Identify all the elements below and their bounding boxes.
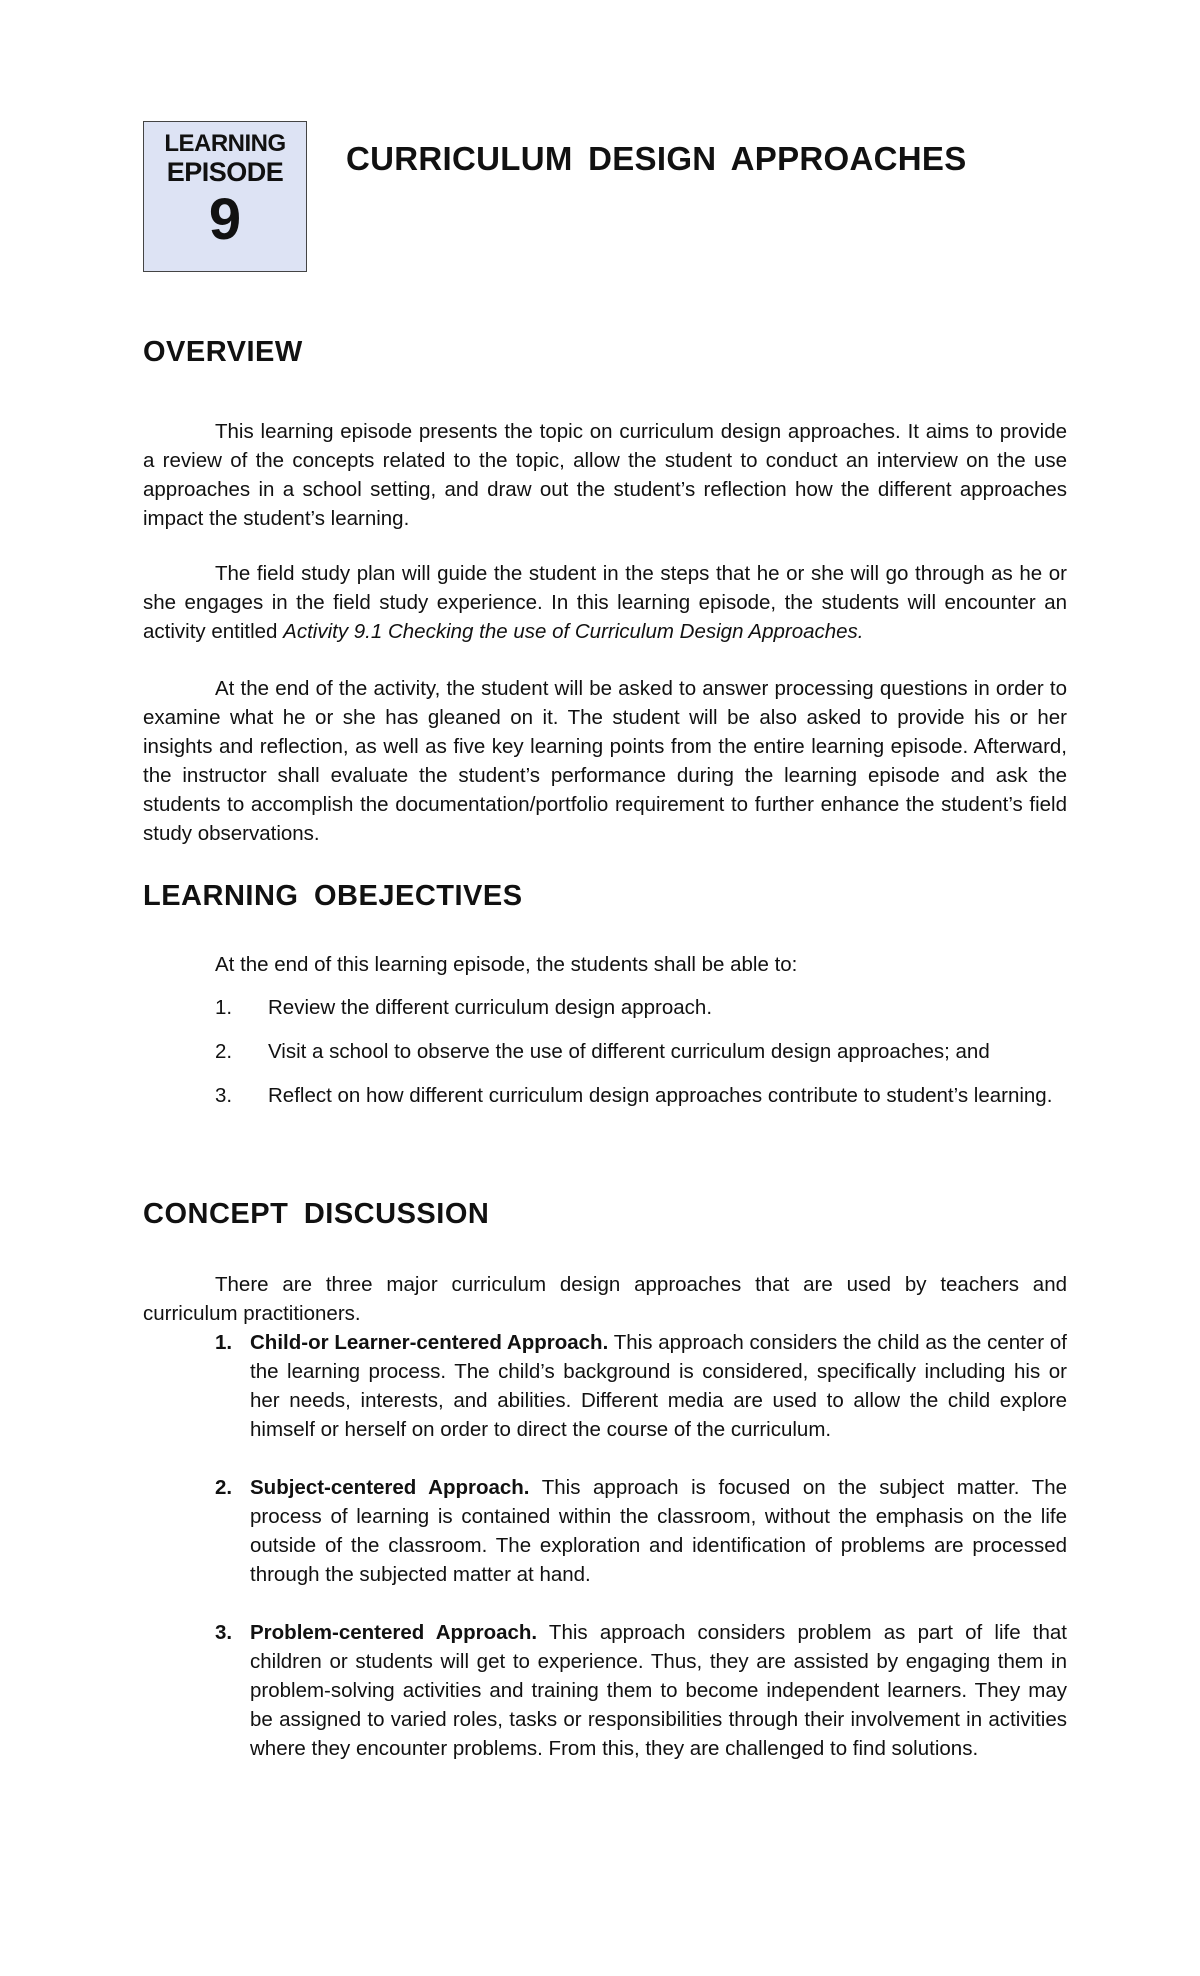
activity-title: Activity 9.1 Checking the use of Curriculum Design Approaches. <box>283 620 864 643</box>
objective-text: Review the different curriculum design approach. <box>268 996 713 1019</box>
objectives-intro: At the end of this learning episode, the students shall be able to: <box>215 953 798 976</box>
concept-heading: CONCEPT DISCUSSION <box>143 1198 490 1230</box>
episode-label-episode: EPISODE <box>166 157 284 187</box>
overview-paragraph-3: At the end of the activity, the student will be asked to answer processing questions in order to examine what he or she has gleaned on it. The student will be also asked to provide his or her insights and reflection, as well as five key learning points from the entire learning episode. Afterward, the instructor shall evaluate the student’s performance during the learning episode and ask the students to accomplish the documentation/portfolio requirement to further enhance the student’s field study observations. <box>143 677 1067 845</box>
objective-item <box>215 993 1055 1022</box>
objective-item <box>215 1037 1055 1066</box>
approach-description: This approach considers the child as the center of the learning process. The child’s background is considered, specifically including his or her needs, interests, and abilities. Different media are used to allow the child explore himself or herself on order to direct the course of the curriculum. <box>250 1331 1067 1441</box>
approach-body <box>250 1473 1067 1589</box>
approaches-list <box>215 1328 1067 1792</box>
objective-number: 3. <box>215 1084 233 1107</box>
concept-intro: There are three major curriculum design approaches that are used by teachers and curriculum practitioners. <box>143 1273 1067 1325</box>
overview-paragraph-2 <box>143 559 1067 646</box>
approach-number: 3. <box>215 1621 233 1644</box>
objective-number: 1. <box>215 996 233 1019</box>
approach-item <box>215 1618 1067 1763</box>
approach-body <box>250 1328 1067 1444</box>
overview-heading: OVERVIEW <box>143 336 303 368</box>
approach-term: Subject-centered Approach. <box>250 1476 530 1499</box>
approach-item <box>215 1473 1067 1589</box>
objective-item <box>215 1081 1055 1117</box>
approach-item <box>215 1328 1067 1444</box>
overview-paragraph-2-text: The field study plan will guide the student in the steps that he or she will go through as he or she engages in the field study experience. In this learning episode, the students will encounter an activity entitled <box>143 562 1067 643</box>
approach-term: Child-or Learner-centered Approach. <box>250 1331 609 1354</box>
episode-number: 9 <box>208 187 242 252</box>
objectives-list <box>215 993 1055 1132</box>
approach-number: 1. <box>215 1331 233 1354</box>
approach-description: This approach is focused on the subject matter. The process of learning is contained within the classroom, without the emphasis on the life outside of the classroom. The exploration and identification of problems are processed through the subjected matter at hand. <box>250 1476 1067 1586</box>
approach-description: This approach considers problem as part of life that children or students will get to experience. Thus, they are assisted by engaging them in problem-solving activities and training them to become independent learners. They may be assigned to varied roles, tasks or responsibilities through their involvement in activities where they encounter problems. From this, they are challenged to find solutions. <box>250 1621 1067 1760</box>
overview-paragraph-1: This learning episode presents the topic on curriculum design approaches. It aims to provide a review of the concepts related to the topic, allow the student to conduct an interview on the use approaches in a school setting, and draw out the student’s reflection how the different approaches impact the student’s learning. <box>143 420 1067 530</box>
objective-text: Visit a school to observe the use of different curriculum design approaches; and <box>268 1040 990 1063</box>
approach-number: 2. <box>215 1476 233 1499</box>
episode-label-learning: LEARNING <box>164 130 286 157</box>
page-title: CURRICULUM DESIGN APPROACHES <box>346 140 967 177</box>
approach-term: Problem-centered Approach. <box>250 1621 538 1644</box>
objective-text: Reflect on how different curriculum design approaches contribute to student’s learning. <box>268 1084 1053 1107</box>
episode-badge <box>143 121 307 272</box>
objectives-heading: LEARNING OBEJECTIVES <box>143 880 523 912</box>
objective-number: 2. <box>215 1040 233 1063</box>
approach-body <box>250 1618 1067 1763</box>
